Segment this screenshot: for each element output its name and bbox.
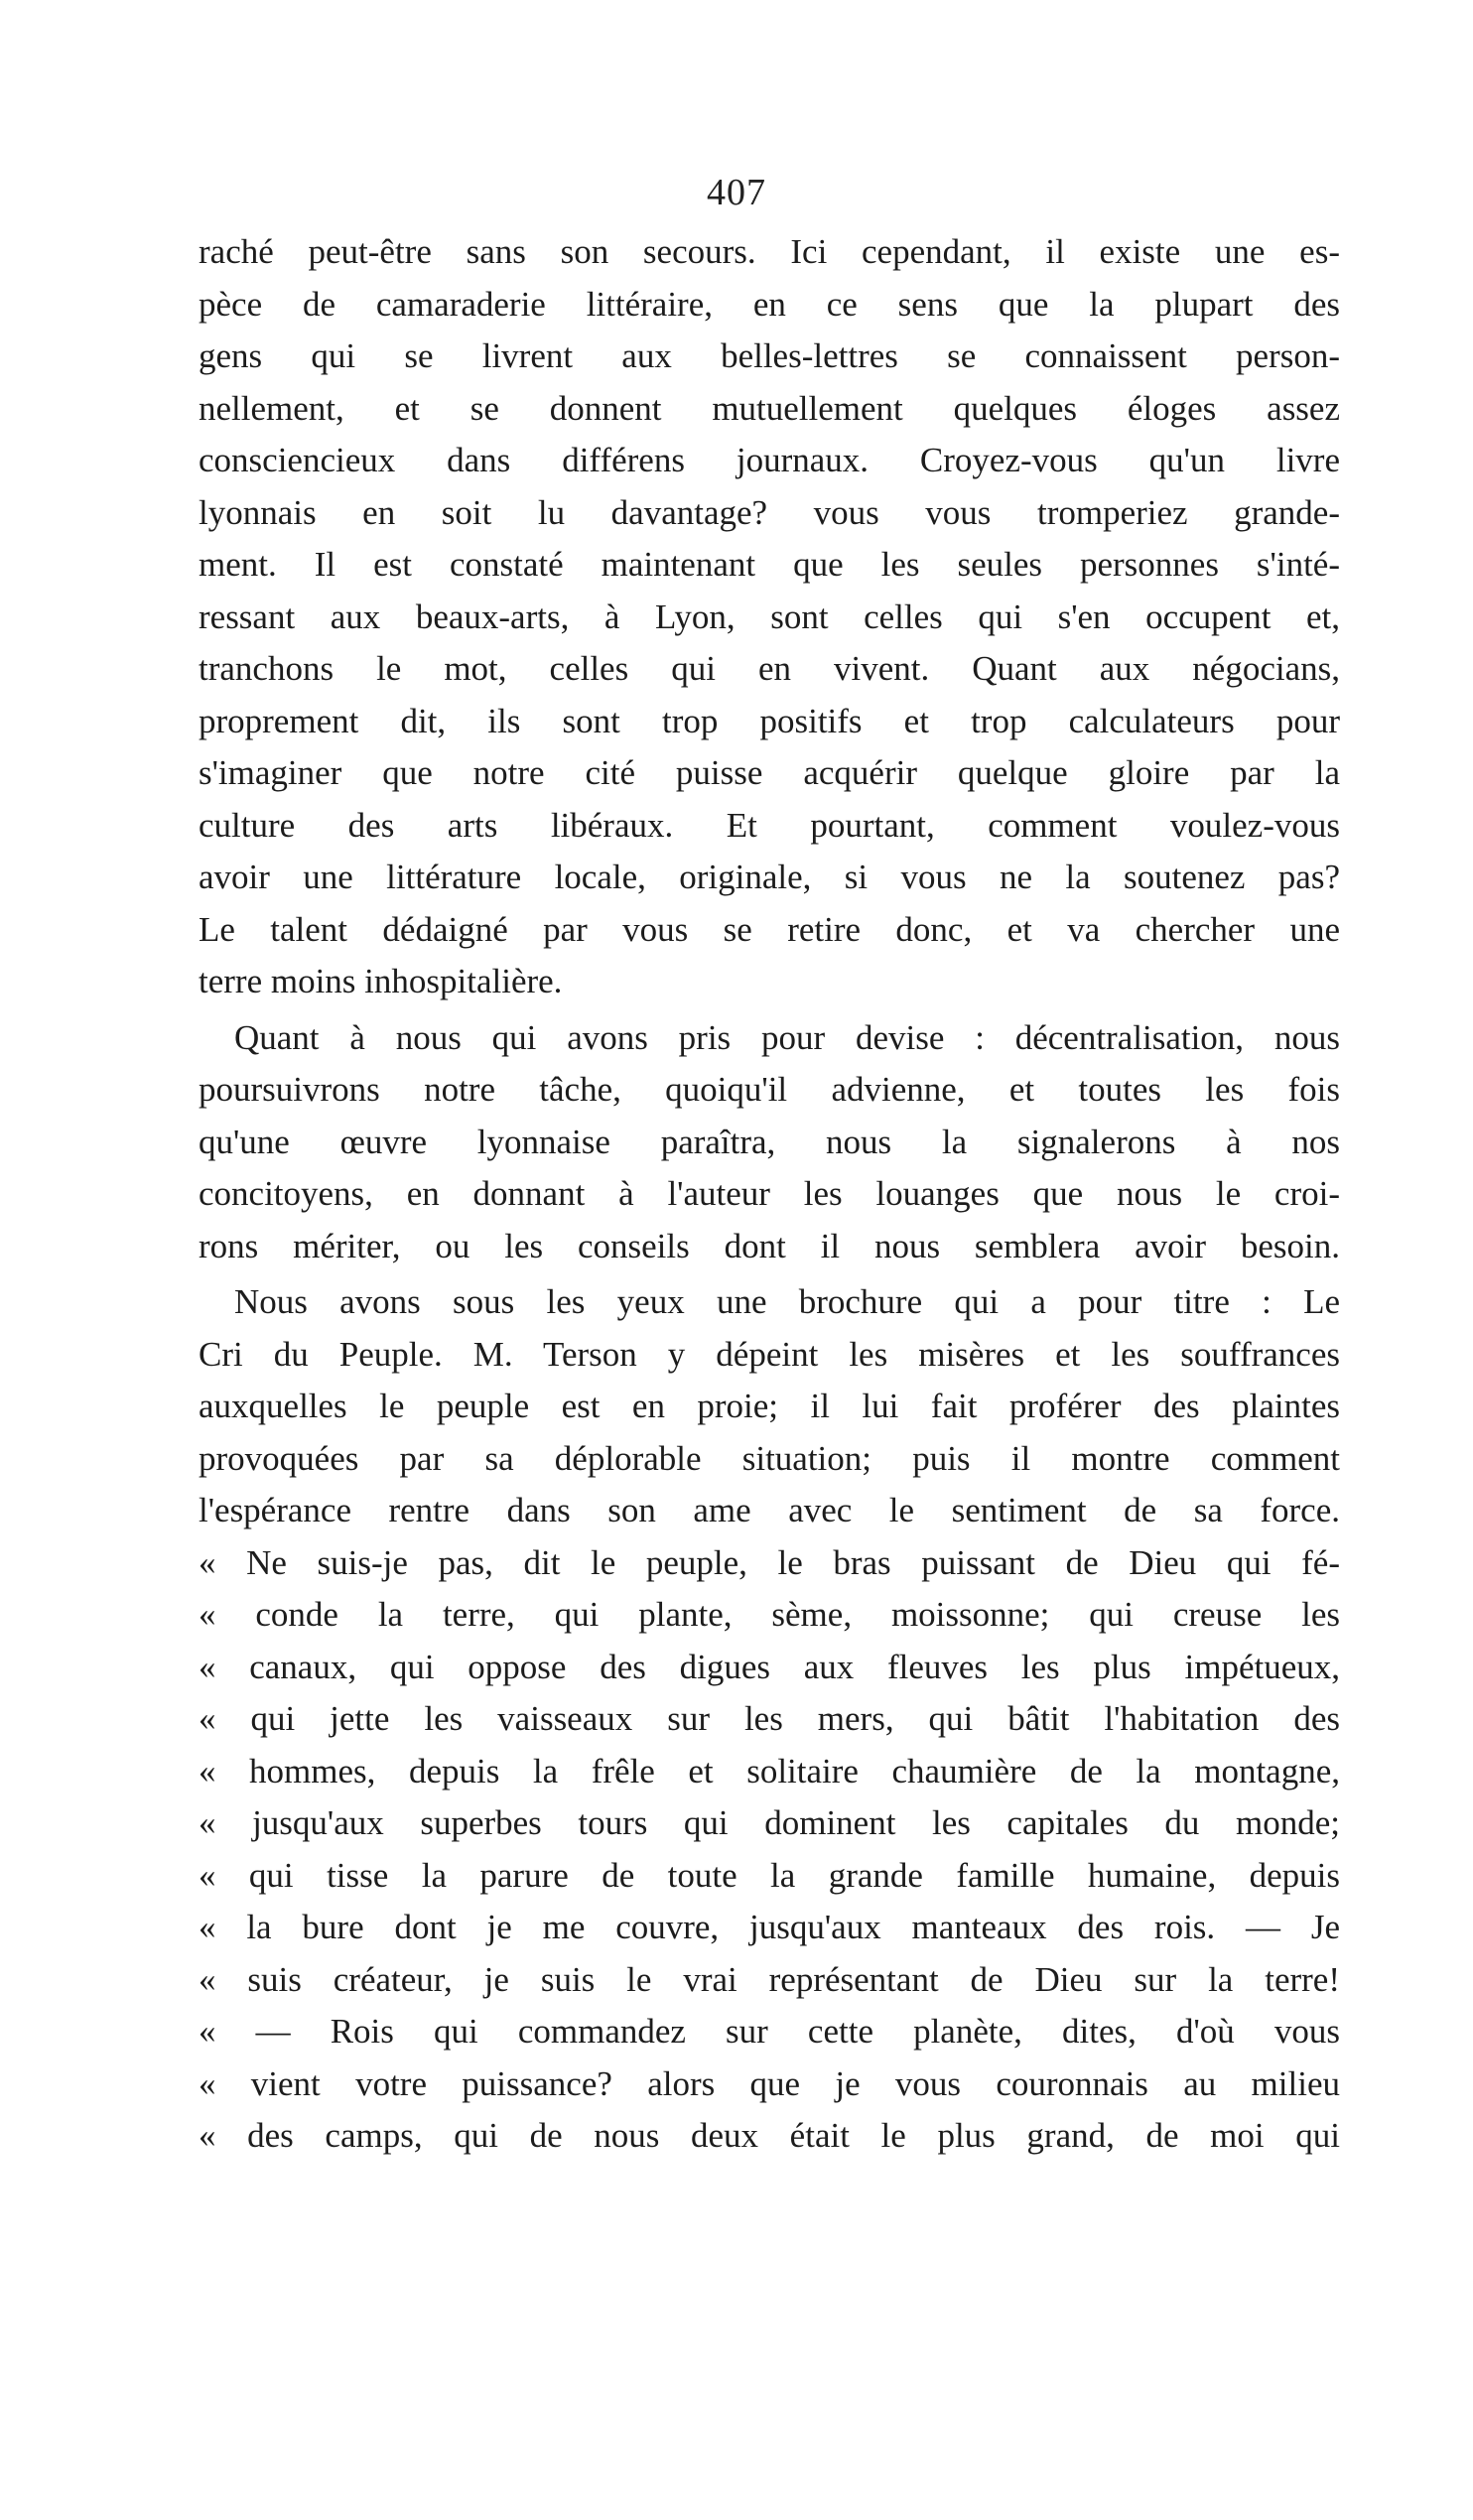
quote-line: « Ne suis-je pas, dit le peuple, le bras puissant de Dieu qui fé- (199, 1542, 1340, 1582)
quote-line: « conde la terre, qui plante, sème, moissonne; qui creuse les (199, 1595, 1340, 1634)
text-line: lyonnais en soit lu davantage? vous vous tromperiez grande- (199, 492, 1340, 532)
paragraph-3 (199, 1276, 1340, 2163)
quote-line: « suis créateur, je suis le vrai représentant de Dieu sur la terre! (199, 1959, 1340, 1999)
text-line: tranchons le mot, celles qui en vivent. Quant aux négocians, (199, 649, 1340, 688)
paragraph-2 (199, 1012, 1340, 1273)
text-line: Nous avons sous les yeux une brochure qui a pour titre : Le (234, 1282, 1340, 1321)
quote-line: « canaux, qui oppose des digues aux fleuves les plus impétueux, (199, 1647, 1340, 1686)
text-line: terre moins inhospitalière. (199, 962, 563, 1000)
quote-line: « vient votre puissance? alors que je vous couronnais au milieu (199, 2063, 1340, 2103)
text-line: ment. Il est constaté maintenant que les seules personnes s'inté- (199, 545, 1340, 584)
text-line: qu'une œuvre lyonnaise paraîtra, nous la signalerons à nos (199, 1122, 1340, 1161)
quote-line: « la bure dont je me couvre, jusqu'aux manteaux des rois. — Je (199, 1908, 1340, 1946)
text-line: Cri du Peuple. M. Terson y dépeint les misères et les souffrances (199, 1334, 1340, 1374)
quote-line: « hommes, depuis la frêle et solitaire chaumière de la montagne, (199, 1751, 1340, 1791)
page-number: 407 (707, 172, 766, 213)
text-line: pèce de camaraderie littéraire, en ce sens que la plupart des (199, 284, 1340, 324)
text-line: concitoyens, en donnant à l'auteur les louanges que nous le croi- (199, 1174, 1340, 1213)
text-line: s'imaginer que notre cité puisse acquérir quelque gloire par la (199, 753, 1340, 792)
text-line: poursuivrons notre tâche, quoiqu'il advienne, et toutes les fois (199, 1070, 1340, 1109)
body-text (199, 226, 1340, 2163)
text-line: provoquées par sa déplorable situation; puis il montre comment (199, 1438, 1340, 1478)
text-line: auxquelles le peuple est en proie; il lui fait proférer des plaintes (199, 1387, 1340, 1425)
quote-line: « qui tisse la parure de toute la grande famille humaine, depuis (199, 1855, 1340, 1895)
text-line: rons mériter, ou les conseils dont il nous semblera avoir besoin. (199, 1226, 1340, 1265)
text-line: l'espérance rentre dans son ame avec le sentiment de sa force. (199, 1491, 1340, 1529)
quote-line: « — Rois qui commandez sur cette planète, dites, d'où vous (199, 2012, 1340, 2051)
text-line: ressant aux beaux-arts, à Lyon, sont celles qui s'en occupent et, (199, 597, 1340, 636)
text-line: Quant à nous qui avons pris pour devise : décentralisation, nous (234, 1017, 1340, 1057)
text-line: culture des arts libéraux. Et pourtant, comment voulez-vous (199, 805, 1340, 845)
quote-line: « qui jette les vaisseaux sur les mers, qui bâtit l'habitation des (199, 1699, 1340, 1738)
text-line: avoir une littérature locale, originale, si vous ne la soutenez pas? (199, 858, 1340, 896)
text-line: nellement, et se donnent mutuellement quelques éloges assez (199, 388, 1340, 428)
text-line: gens qui se livrent aux belles-lettres se connaissent person- (199, 336, 1340, 375)
quote-line: « jusqu'aux superbes tours qui dominent les capitales du monde; (199, 1803, 1340, 1842)
paragraph-1 (199, 226, 1340, 1008)
text-line: proprement dit, ils sont trop positifs et trop calculateurs pour (199, 701, 1340, 740)
quote-line: « des camps, qui de nous deux était le plus grand, de moi qui (199, 2116, 1340, 2155)
text-line: raché peut-être sans son secours. Ici cependant, il existe une es- (199, 232, 1340, 271)
text-line: Le talent dédaigné par vous se retire donc, et va chercher une (199, 909, 1340, 949)
text-line: consciencieux dans différens journaux. Croyez-vous qu'un livre (199, 441, 1340, 479)
